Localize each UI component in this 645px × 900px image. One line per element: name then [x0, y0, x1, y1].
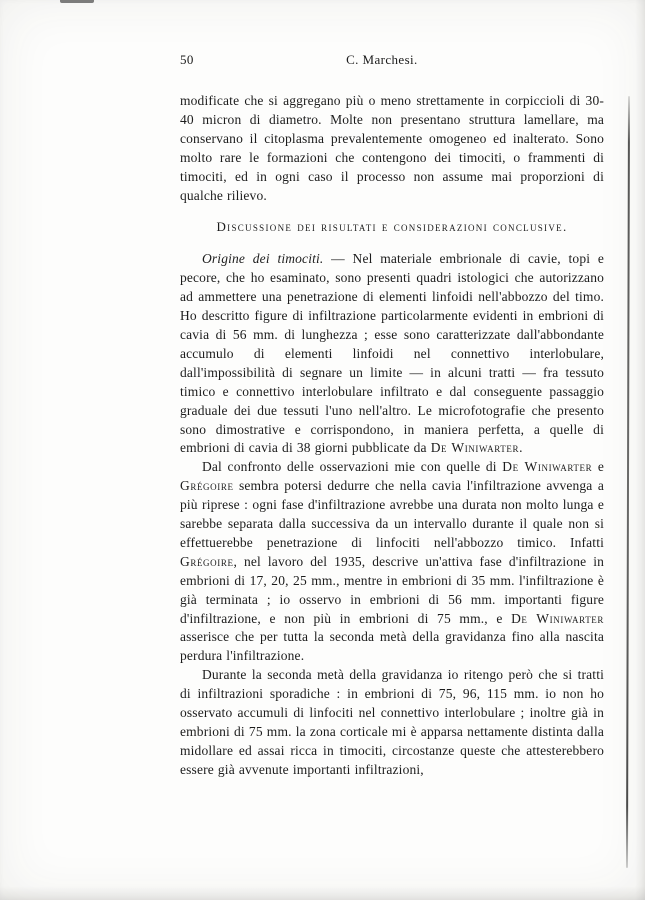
scan-artifact-right-shade: [635, 0, 645, 900]
page-header: [180, 52, 604, 68]
text-block: [180, 92, 604, 780]
text-segment: e: [592, 459, 604, 475]
page-number: 50: [180, 52, 194, 67]
author-name: De Winiwarter: [502, 459, 593, 475]
paragraph: [180, 250, 604, 458]
text-segment: asserisce che per tutta la seconda metà della gravidanza fino alla nascita perdura l'infiltrazione.: [180, 629, 604, 664]
paragraph: [180, 458, 604, 666]
paragraph: [180, 666, 604, 779]
text-segment: modificate che si aggregano più o meno strettamente in corpiccioli di 30-40 micron di diametro. Molte non presentano struttura lamellare, ma conservano il citoplasma prevalentemente omogeneo ed inalterato. Sono molto rare le formazioni che contengono dei timociti, o frammenti di timociti, ed in ogni caso il processo non assume mai proporzioni di qualche rilievo.: [180, 93, 604, 203]
text-segment: Durante la seconda metà della gravidanza io ritengo però che si tratti di infiltrazioni sporadiche : in embrioni di 75, 96, 115 mm. io non ho osservato accumuli di linfociti nel connettivo interlobulare ; inoltre già in embrioni di 75 mm. la zona corticale mi è apparsa nettamente distinta dalla midollare ed assai ricca in timociti, circostanze queste che attesterebbero essere già avvenute importanti infiltrazioni,: [180, 667, 604, 777]
paragraph: [180, 92, 604, 205]
text-segment: .: [519, 440, 523, 456]
text-segment: sembra potersi dedurre che nella cavia l'infiltrazione avvenga a più riprese : ogni fase d'infiltrazione avrebbe una durata non molto lunga e sarebbe separata dalla successiva da un intervallo durante il quale non si effettuerebbe penetrazione di linfociti nell'abbozzo timico. Infatti: [180, 478, 604, 550]
author-name: De Winiwarter: [430, 440, 520, 456]
author-name: De Winiwarter: [511, 610, 604, 626]
text-segment: , nel lavoro del 1935, descrive un'attiva fase d'infiltrazione in embrioni di 17, 20, 25 mm., mentre in embrioni di 35 mm. l'infiltrazione è già terminata ; io osservo in embrioni di 56 mm. importanti figure d'infiltrazione, e non più in embrioni di 75 mm., e: [180, 553, 604, 626]
running-head: C. Marchesi.: [346, 52, 418, 67]
scan-artifact-top-mark: [60, 0, 94, 3]
author-name: Grégoire: [180, 478, 234, 494]
scan-artifact-bottom-shade: [0, 886, 645, 900]
text-column: [180, 52, 604, 780]
scan-artifact-right-rule: [626, 96, 630, 868]
section-heading: Discussione dei risultati e considerazioni conclusive.: [216, 219, 568, 235]
text-segment: — Nel materiale embrionale di cavie, topi e pecore, che ho esaminato, sono presenti quadri istologici che autorizzano ad ammettere una penetrazione di elementi linfoidi nell'abbozzo del timo. Ho descritto figure di infiltrazione particolarmente evidenti in embrioni di cavia di 56 mm. di lunghezza ; esse sono caratterizzate dall'abbondante accumulo di elementi linfoidi nel connettivo interlobulare, dall'impossibilità di segnare un limite — in alcuni tratti — fra tessuto timico e connettivo interlobulare infiltrato e dal conseguente passaggio graduale dei due tessuti l'uno nell'altro. Le microfotografie che presento sono dimostrative e corrispondono, in maniera perfetta, a quelle di embrioni di cavia di 38 giorni pubblicate da: [180, 251, 604, 456]
author-name: Grégoire: [180, 553, 234, 569]
text-segment: Dal confronto delle osservazioni mie con quelle di: [202, 459, 503, 475]
text-segment: Origine dei timociti.: [202, 251, 324, 267]
